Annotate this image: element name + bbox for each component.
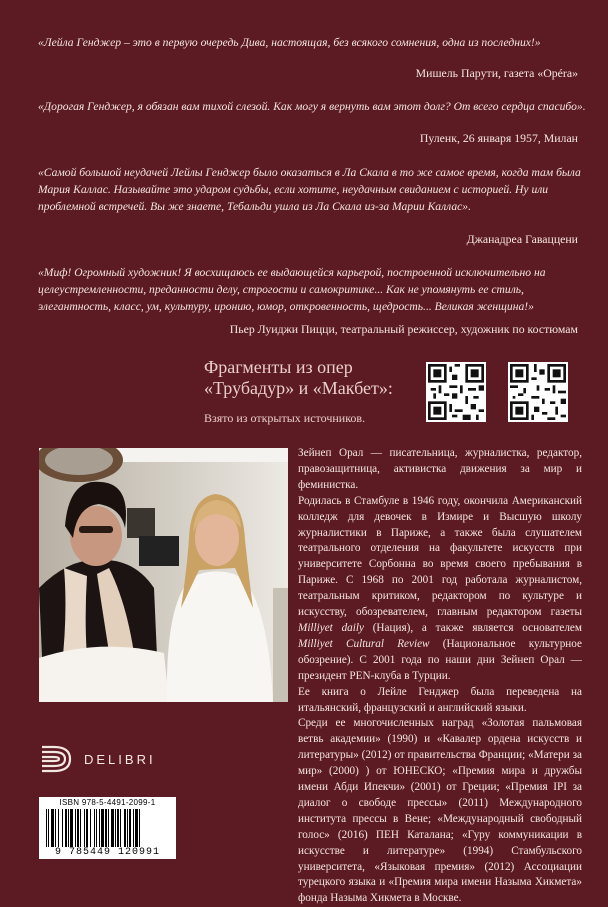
publisher-name: DELIBRI <box>84 751 156 767</box>
qr-code-icon <box>510 364 566 420</box>
qr-code-trovatore[interactable] <box>426 362 486 422</box>
barcode-bars <box>45 809 170 847</box>
quote-2-author: Пуленк, 26 января 1957, Милан <box>419 131 578 145</box>
photo-image <box>39 448 288 702</box>
quote-3: «Самой большой неудачей Лейлы Генджер было оказаться в Ла Скала в то же самое время, когда там была Мария Каллас. Называйте это ударом судьбы, если хотите, неудачным свиданием с историей. Ну или проблемной встречей. Вы же знаете, Тебальди ушла из Ла Скала из-за Марии Каллас». <box>38 166 581 213</box>
quote-1-author: Мишель Паpути, газета «Opéra» <box>415 66 578 80</box>
quote-4-author: Пьер Луиджи Пицци, театральный режиссер, художник по костюмам <box>229 322 578 336</box>
author-bio <box>298 446 582 907</box>
bio-paragraph-3: Ее книга о Лейле Генджер была переведена на итальянский, французский и английский языки. <box>298 685 582 714</box>
fragments-title: Фрагменты из опер «Трубадур» и «Макбет»: <box>204 357 393 398</box>
quote-2: «Дорогая Генджер, я обязан вам тихой слезой. Как могу я вернуть вам этот долг? От всего сердца спасибо». <box>38 100 586 113</box>
isbn-digits: 9 785449 120991 <box>54 847 160 858</box>
bio-paragraph-2: Родилась в Стамбуле в 1946 году, окончила Американский колледж для девочек в Измире и Высшую школу журналистики в Париже, а также была слушателем театрального отделения на факультете искусств при университете Сорбонна во время своего пребывания в Париже. С 1968 по 2001 год работала журналистом, театральным критиком, редактором по культуре и искусству, обозревателем, главным редактором газеты Milliyet daily (Нация), а также является основателем Milliyet Cultural Review (Национальное культурное обозрение). С 2001 года по наши дни Зейнеп Орал — президент PEN-клуба в Турции. <box>298 494 582 682</box>
bio-paragraph-1: Зейнеп Орал — писательница, журналистка, редактор, правозащитница, активистка движения за мир и феминистка. <box>298 447 582 491</box>
isbn-barcode <box>39 797 176 859</box>
quote-4: «Миф! Огромный художник! Я восхищаюсь ее выдающейся карьерой, построенной исключительно на целеустремленности, преданности делу, строгости и самокритике... Как не упомянуть ее стиль, элегантность, класс, ум, культуру, иронию, юмор, откровенность, щедрость... Великая женщина!» <box>38 266 546 313</box>
author-photo <box>39 448 288 702</box>
quote-1: «Лейла Генджер – это в первую очередь Дива, настоящая, без всякого сомнения, одна из последних!» <box>38 36 541 49</box>
fragments-source: Взято из открытых источников. <box>204 411 366 425</box>
publisher-logo <box>40 744 156 774</box>
delibri-logo-icon <box>40 744 76 774</box>
isbn-label: ISBN 978-5-4491-2099-1 <box>59 798 156 807</box>
quote-3-author: Джанадреа Гаваццени <box>466 232 578 246</box>
bio-paragraph-4: Среди ее многочисленных наград «Золотая пальмовая ветвь академии» (1990) и «Кавалер ордена искусств и литературы» (2012) от правительства Франции; «Матери за мир» (2000) ) от ЮНЕСКО; «Премия мира и дружбы имени Абди Ипекчи» (2001) от Греции; «Премия IPI за диалог о свободе прессы» (2011) Международного института прессы в Вене; «Международный свободный голос» (2016) ПЕН Каталана; «Гуру коммуникации в искусстве и литературе» (1994) Стамбульского университета, «Языковая премия» (2012) Ассоциации турецкого языка и «Премия мира имени Назыма Хикмета» фонда Назыма Хикмета в Москве. <box>298 717 582 905</box>
qr-code-icon <box>428 364 484 420</box>
qr-code-macbeth[interactable] <box>508 362 568 422</box>
